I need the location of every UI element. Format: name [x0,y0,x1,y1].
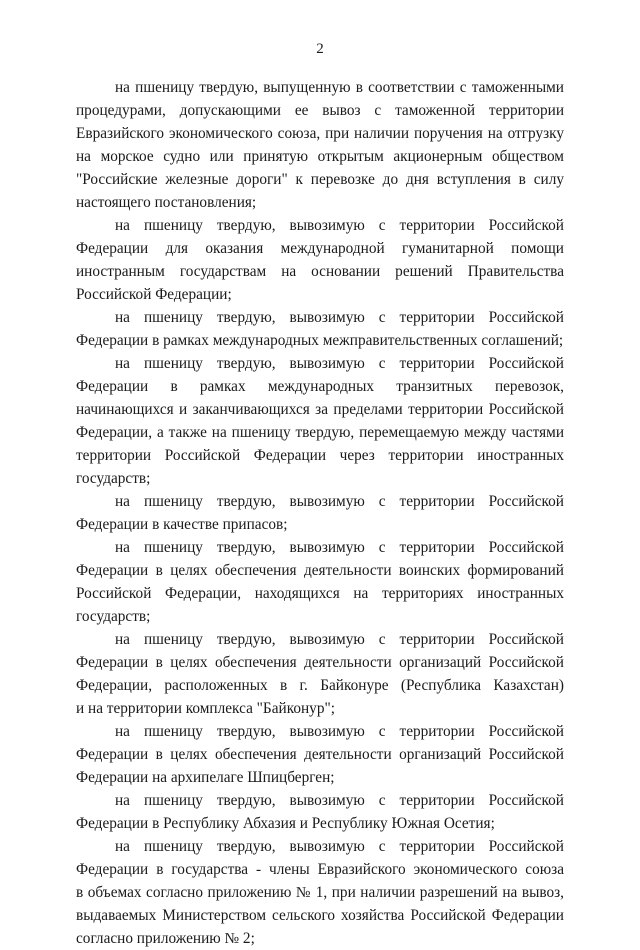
text-line: государств; [76,470,151,487]
text-line: на пшеницу твердую, вывозимую с территории Российской [115,723,564,740]
text-line: на пшеницу твердую, вывозимую с территории Российской [115,355,564,372]
text-line: Федерации на архипелаге Шпицберген; [76,769,335,786]
text-line: Российской Федерации, находящихся на территориях иностранных [76,585,564,602]
text-line: на пшеницу твердую, вывозимую с территории Российской [115,631,564,648]
page-number: 2 [316,41,324,57]
text-line: на пшеницу твердую, вывозимую с территории Российской [115,217,564,234]
text-line: процедурами, допускающими ее вывоз с таможенной территории [76,102,564,119]
text-line: Федерации, а также на пшеницу твердую, перемещаемую между частями [76,424,564,441]
text-line: согласно приложению № 2; [76,930,255,947]
text-line: Федерации для оказания международной гуманитарной помощи [76,240,564,257]
text-line: на пшеницу твердую, вывозимую с территории Российской [115,493,564,510]
document-body [76,76,564,950]
text-line: Российской Федерации; [76,286,232,303]
text-line: на пшеницу твердую, вывозимую с территории Российской [115,539,564,556]
text-line: начинающихся и заканчивающихся за пределами территории Российской [76,401,564,418]
text-line: Федерации в целях обеспечения деятельности организаций Российской [76,654,564,671]
text-line: Федерации в Республику Абхазия и Республику Южная Осетия; [76,815,495,832]
text-line: Федерации в государства - члены Евразийского экономического союза [76,861,564,878]
text-line: Федерации в рамках международных межправительственных соглашений; [76,332,564,349]
text-line: "Российские железные дороги" к перевозке до дня вступления в силу [76,171,564,188]
text-line: территории Российской Федерации через территории иностранных [76,447,564,464]
text-line: выдаваемых Министерством сельского хозяйства Российской Федерации [76,907,564,924]
text-line: Федерации в рамках международных транзитных перевозок, [76,378,564,395]
text-line: на пшеницу твердую, выпущенную в соответствии с таможенными [115,79,564,96]
text-line: на пшеницу твердую, вывозимую с территории Российской [115,792,564,809]
text-line: Евразийского экономического союза, при наличии поручения на отгрузку [76,125,564,142]
text-line: Федерации в целях обеспечения деятельности воинских формирований [76,562,564,579]
text-line: Федерации в целях обеспечения деятельности организаций Российской [76,746,564,763]
text-line: Федерации, расположенных в г. Байконуре (Республика Казахстан) [76,677,564,694]
text-line: Федерации в качестве припасов; [76,516,288,533]
text-line: государств; [76,608,151,625]
text-line: и на территории комплекса "Байконур"; [76,700,335,717]
text-line: на морское судно или принятую открытым акционерным обществом [76,148,564,165]
text-line: в объемах согласно приложению № 1, при наличии разрешений на вывоз, [76,884,564,901]
text-line: на пшеницу твердую, вывозимую с территории Российской [115,838,564,855]
text-line: иностранным государствам на основании решений Правительства [76,263,564,280]
text-line: настоящего постановления; [76,194,257,211]
text-line: на пшеницу твердую, вывозимую с территории Российской [115,309,564,326]
